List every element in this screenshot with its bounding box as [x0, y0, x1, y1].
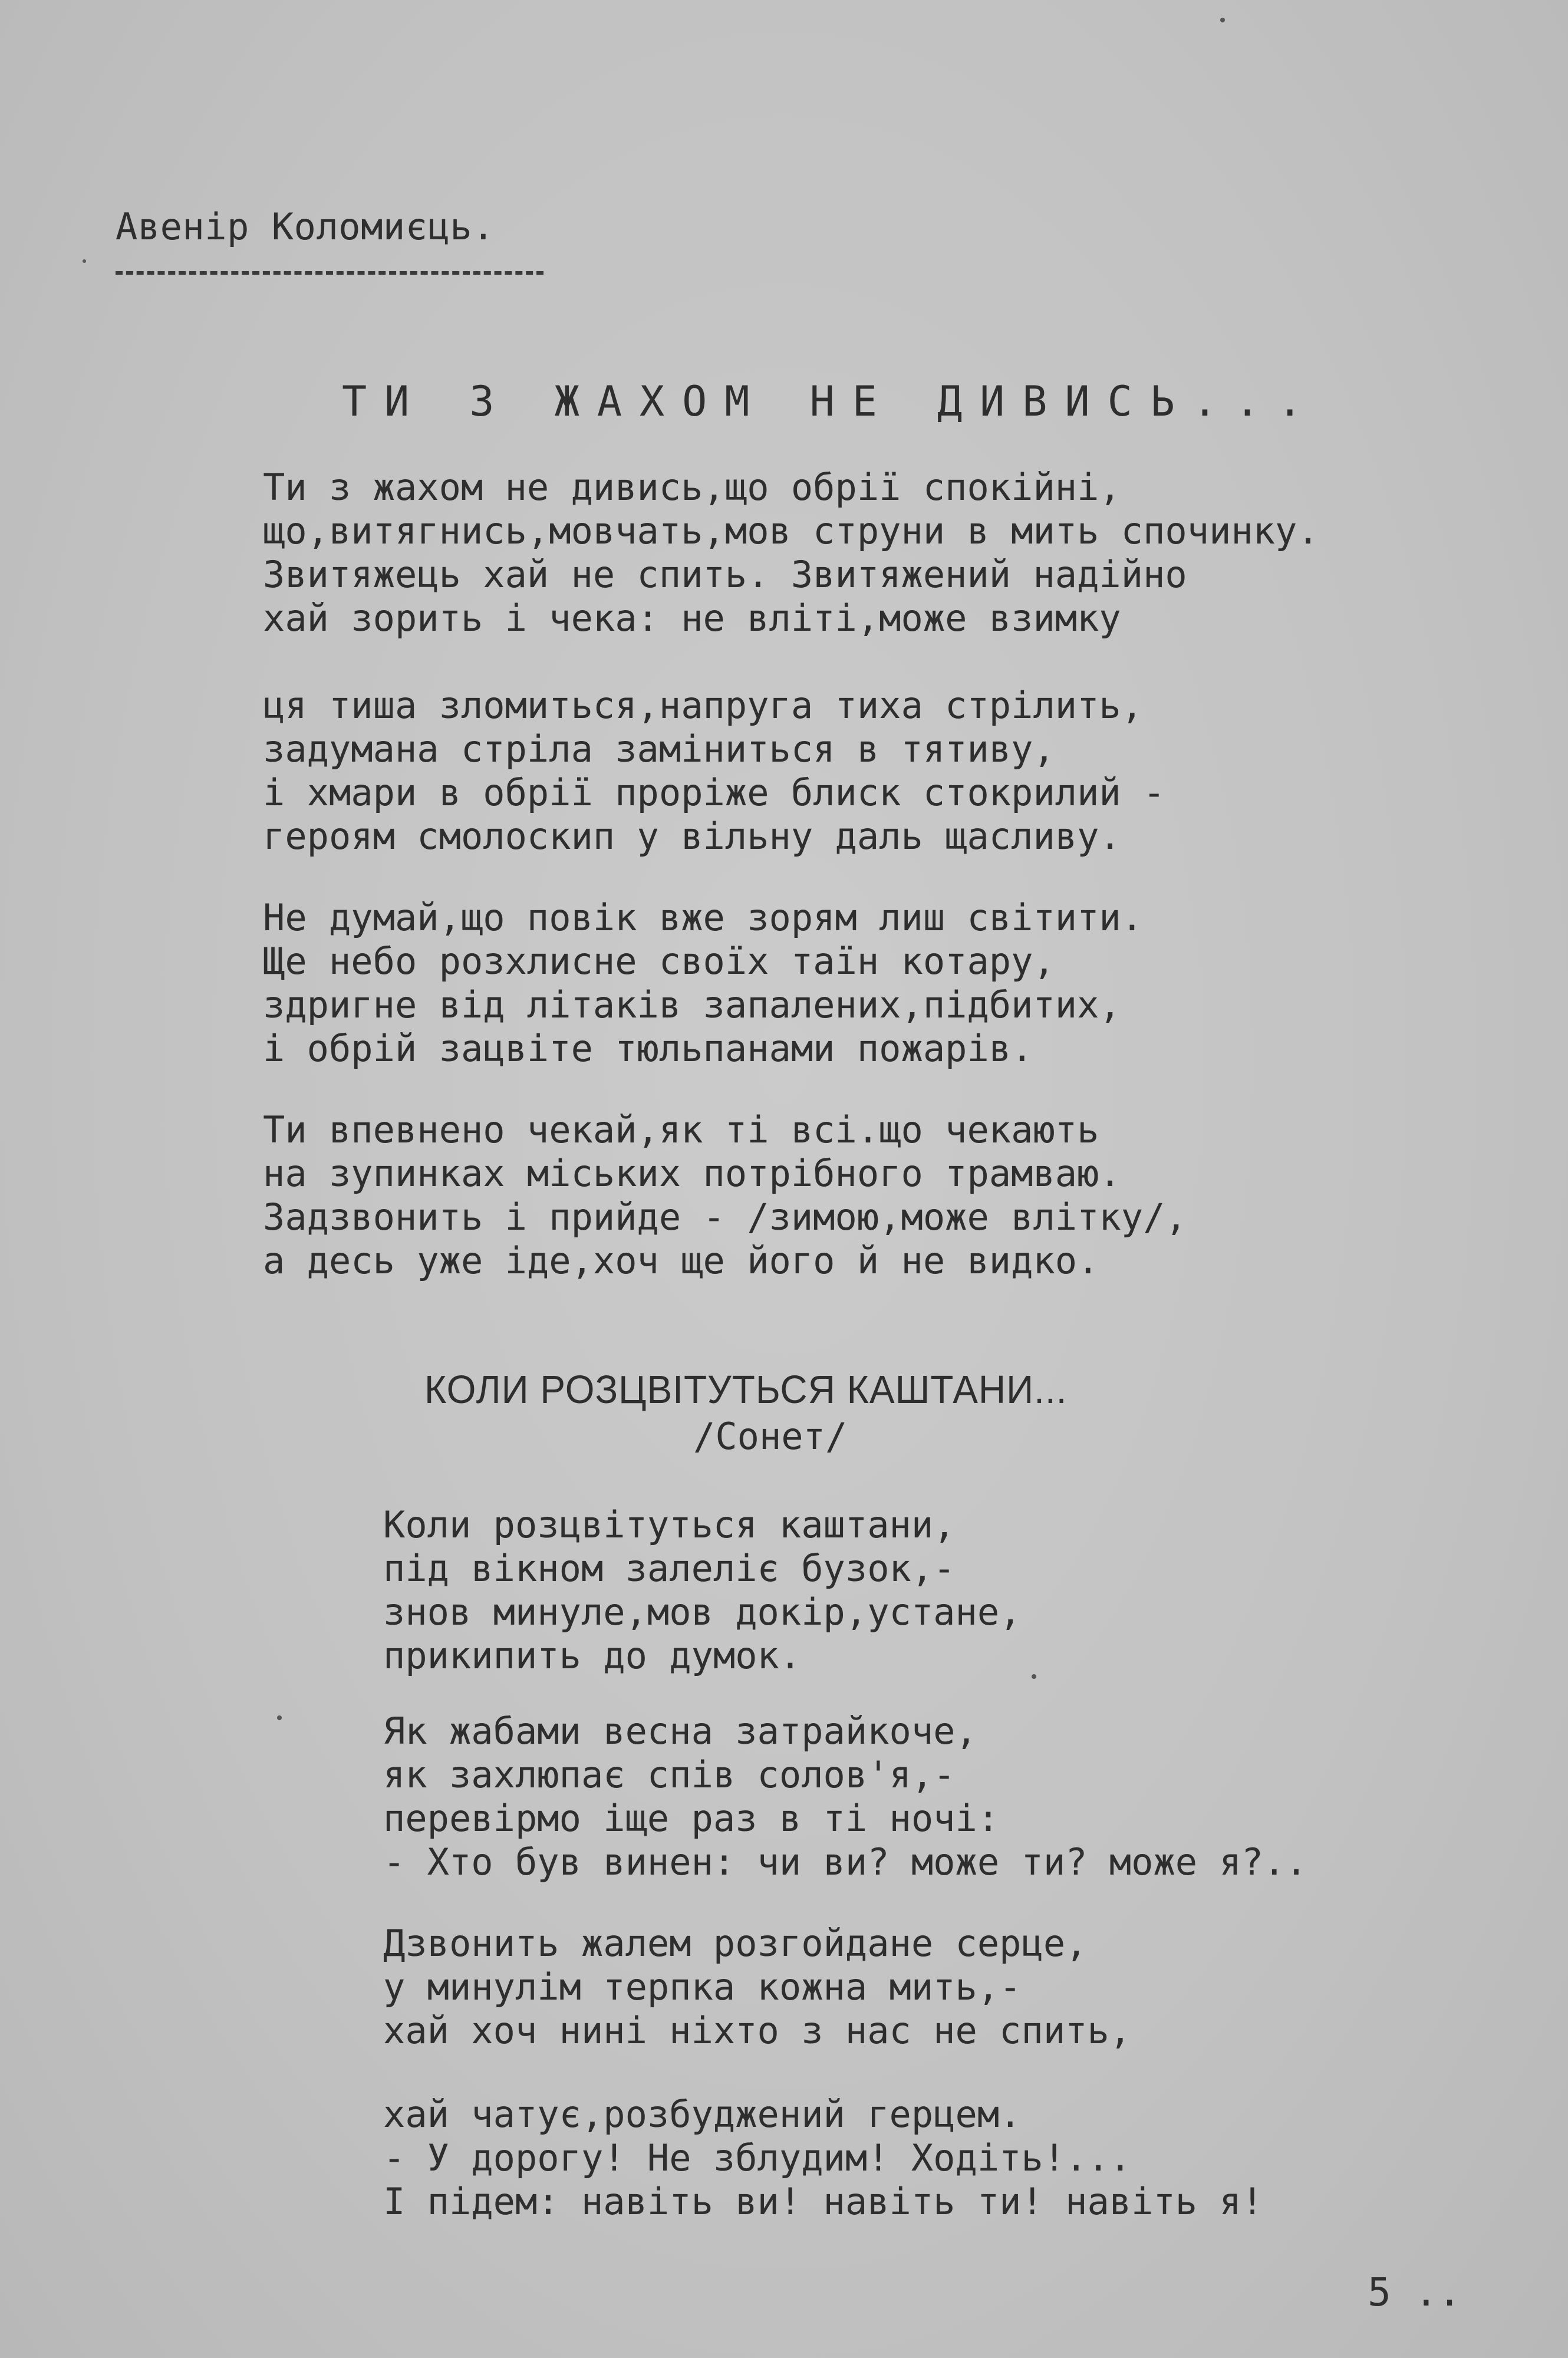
poem-line: у минулiм терпка кожна мить,- [383, 1965, 1022, 2008]
poem-line: знов минуле,мов докiр,устане, [383, 1590, 1022, 1634]
paper-speck [277, 1715, 282, 1720]
poem-line: - Хто був винен: чи ви? може ти? може я?.. [383, 1840, 1307, 1883]
poem-line: Задзвонить i прийде - /зимою,може влiтку/, [263, 1196, 1187, 1239]
poem-line: I пiдем: навiть ви! навiть ти! навiть я! [383, 2180, 1264, 2223]
poem-line: Коли розцвiтуться каштани, [383, 1503, 956, 1546]
poem-line: Звитяжець хай не спить. Звитяжений надійно [263, 553, 1187, 596]
poem-line: задумана стрiла замiниться в тятиву, [263, 727, 1055, 770]
poem-line: як захлюпає спiв солов'я,- [383, 1753, 956, 1796]
poem-line: пiд вiкном залелiє бузок,- [383, 1547, 956, 1590]
poem-line: а десь уже iде,хоч ще його й не видко. [263, 1239, 1099, 1282]
paper-speck [1032, 1674, 1036, 1679]
poem-line: героям смолоскип у вiльну даль щасливу. [263, 815, 1121, 858]
poem-line: хай зорить і чека: не влiтi,може взимку [263, 597, 1121, 640]
poem-line: хай чатує,розбуджений герцем. [383, 2093, 1022, 2136]
poem-line: здригне вiд лiтакiв запалених,пiдбитих, [263, 983, 1121, 1026]
poem-line: i хмари в обрiї прорiже блиск стокрилий - [263, 771, 1165, 814]
poem-line: Ти з жахом не дивись,що обрії спокійні, [263, 466, 1121, 509]
poem-line: ця тиша зломиться,напруга тиха стрiлить, [263, 684, 1144, 727]
paper-speck [1220, 18, 1225, 22]
poem-line: що,витягнись,мовчать,мов струни в мить спочинку. [263, 509, 1319, 552]
poem2-subtitle: /Сонет/ [693, 1415, 848, 1458]
poem1-title: ТИ З ЖАХОМ НЕ ДИВИСЬ... [342, 377, 1320, 426]
poem-line: Не думай,що повiк вже зорям лиш свiтити. [263, 896, 1144, 939]
poem1-stanza-2 [263, 684, 1165, 858]
poem-line: перевiрмо iще раз в тi ночi: [383, 1797, 1000, 1840]
poem-line: - У дорогу! Не зблудим! Ходiть!... [383, 2136, 1132, 2179]
poem-line: Ще небо розхлисне своїх таїн котару, [263, 940, 1055, 983]
poem-line: на зупинках мiських потрiбного трамваю. [263, 1152, 1121, 1195]
poem2-stanza-2 [383, 1710, 1307, 1884]
paper-speck [83, 259, 86, 263]
author-name: Авенір Коломиєць. [116, 205, 495, 248]
poem2-stanza-3 [383, 1922, 1131, 2053]
author-underline [116, 271, 543, 275]
poem2-title: КОЛИ РОЗЦВІТУТЬСЯ КАШТАНИ... [424, 1367, 1068, 1412]
poem-line: хай хоч нинi нiхто з нас не спить, [383, 2009, 1132, 2052]
poem2-stanza-1 [383, 1503, 1022, 1678]
poem1-stanza-4 [263, 1108, 1187, 1283]
poem-line: прикипить до думок. [383, 1634, 802, 1677]
page-number: 5 .. [1368, 2270, 1461, 2315]
poem2-stanza-4 [383, 2093, 1263, 2224]
poem-line: Як жабами весна затрайкоче, [383, 1710, 977, 1753]
poem-line: Ти впевнено чекай,як тi всi.що чекають [263, 1108, 1099, 1151]
poem1-stanza-1 [263, 466, 1319, 640]
poem1-stanza-3 [263, 896, 1143, 1071]
poem-line: i обрiй зацвiте тюльпанами пожарiв. [263, 1027, 1033, 1070]
poem-line: Дзвонить жалем розгойдане серце, [383, 1922, 1088, 1965]
